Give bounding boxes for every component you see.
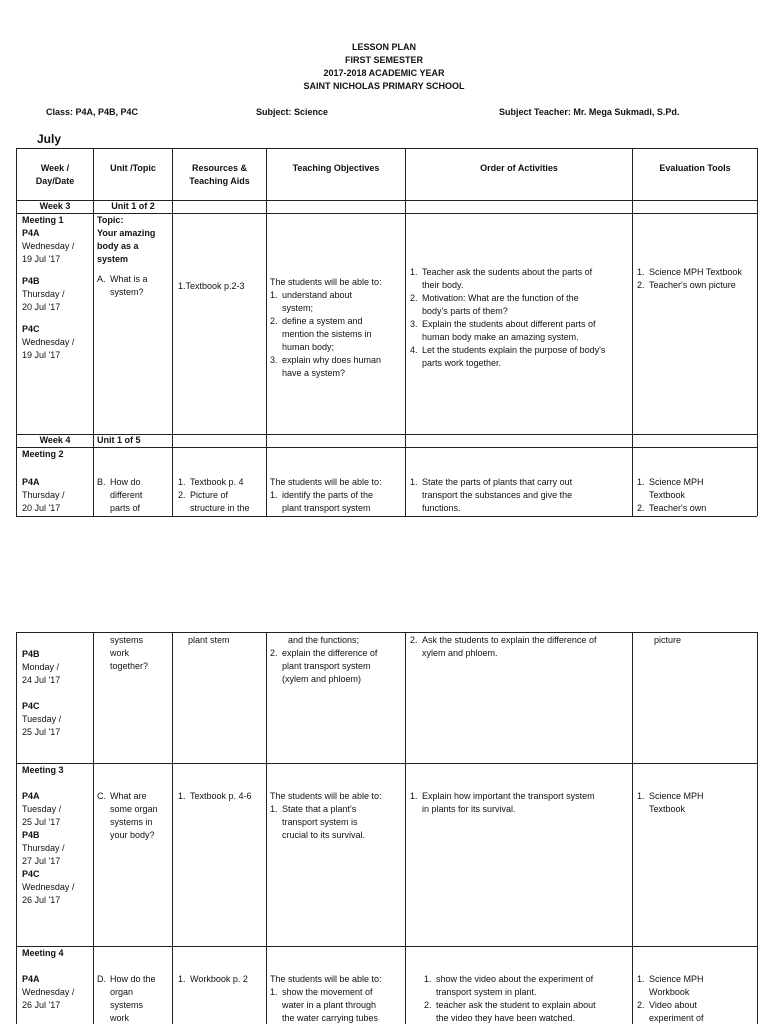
list-line: Motivation: What are the function of the <box>422 293 579 303</box>
list-line: Science MPH Textbook <box>649 267 742 277</box>
list-item <box>270 803 404 842</box>
resources-meeting2-part2: plant stem <box>188 635 230 645</box>
semester-line: FIRST SEMESTER <box>344 55 423 65</box>
list-line: Textbook p. 4 <box>190 477 244 487</box>
list-number: 2. <box>270 648 278 658</box>
list-number: 2. <box>270 316 278 326</box>
week-4-label: Week 4 <box>39 435 71 445</box>
list-line: the water carrying tubes <box>282 1013 379 1023</box>
meeting-4-label: Meeting 4 <box>22 948 64 958</box>
meeting-2-label: Meeting 2 <box>22 449 64 459</box>
col-header-resources: Resources & Teaching Aids <box>189 163 250 186</box>
list-line: Teacher ask the sudents about the parts of <box>422 267 593 277</box>
list-line: (xylem and phloem) <box>282 674 362 684</box>
list-line: Picture of <box>190 490 229 500</box>
page-gap <box>0 518 768 632</box>
list-line: Textbook <box>649 804 686 814</box>
meeting-3-label: Meeting 3 <box>22 765 64 775</box>
list-line: transport the substances and give the <box>422 490 573 500</box>
list-item <box>637 999 757 1025</box>
list-item <box>178 476 266 489</box>
list-item <box>637 476 757 502</box>
list-item <box>410 292 631 318</box>
list-item <box>270 289 404 315</box>
week-3-label: Week 3 <box>39 201 71 211</box>
list-number: 1. <box>424 974 432 984</box>
list-line: functions. <box>422 503 461 513</box>
list-item <box>410 476 631 515</box>
evaluation-list-week3 <box>637 266 757 292</box>
subject-label: Subject: Science <box>256 107 329 117</box>
list-line: explain why does human <box>282 355 382 365</box>
objectives-meeting2-part2: and the functions; 2. explain the difference of plant transport system (xylem and phloem) <box>270 634 404 686</box>
list-number: 1. <box>270 290 278 300</box>
evaluation-meeting4 <box>637 973 757 1025</box>
objectives-week3: The students will be able to: 1. understand about system; 2. define a system and mention the sistems in human body; 3. explain why does human have a system? <box>270 276 404 380</box>
meeting-3-schedule: Meeting 3 P4A Tuesday / 25 Jul '17 P4B Thursday / 27 Jul '17 P4C Wednesday / 26 Jul '17 <box>22 764 92 907</box>
activities-meeting2-part1 <box>410 476 631 515</box>
list-number: 1. <box>410 267 418 277</box>
list-line: structure in the <box>190 503 250 513</box>
resources-meeting2-part1 <box>178 476 266 515</box>
objectives-meeting3: The students will be able to: 1. State that a plant's transport system is crucial to its survival. <box>270 790 404 842</box>
list-number: 3. <box>410 319 418 329</box>
list-line: State that a plant's <box>282 804 357 814</box>
list-number: 1. <box>637 477 645 487</box>
list-item <box>270 986 404 1025</box>
topic-d: D. How do the organ systems work <box>97 974 156 1023</box>
resources-meeting3 <box>178 790 266 803</box>
academic-year-line: 2017-2018 ACADEMIC YEAR <box>323 68 445 78</box>
list-line: water in a plant through <box>282 1000 377 1010</box>
objectives-list-week3 <box>270 289 404 380</box>
list-number: 1. <box>178 791 186 801</box>
list-line: plant transport system <box>282 661 371 671</box>
list-number: 1. <box>270 804 278 814</box>
list-item <box>637 502 757 515</box>
list-line: Teacher's own <box>649 503 707 513</box>
list-line: Science MPH <box>649 791 704 801</box>
list-line: Let the students explain the purpose of body's <box>422 345 606 355</box>
list-item <box>270 315 404 354</box>
topic-b-part1: B. How do different parts of <box>97 477 143 513</box>
list-line: xylem and phloem. <box>422 648 498 658</box>
list-line: Video about <box>649 1000 697 1010</box>
teacher-label: Subject Teacher: Mr. Mega Sukmadi, S.Pd. <box>499 107 680 117</box>
list-line: experiment of <box>649 1013 704 1023</box>
unit-label-week4: Unit 1 of 5 <box>97 435 141 445</box>
list-number: 1. <box>410 477 418 487</box>
objectives-meeting4: The students will be able to: 1. show the movement of water in a plant through the water carrying tubes <box>270 973 404 1025</box>
list-number: 1. <box>637 791 645 801</box>
list-number: 2. <box>410 635 418 645</box>
list-number: 2. <box>637 503 645 513</box>
list-line: define a system and <box>282 316 363 326</box>
page-2 <box>0 632 768 1024</box>
list-number: 4. <box>410 345 418 355</box>
list-line: Explain the students about different parts of <box>422 319 596 329</box>
evaluation-meeting2-part1 <box>637 476 757 515</box>
list-item <box>410 634 631 660</box>
activities-list-week3 <box>410 266 631 370</box>
list-line: show the video about the experiment of <box>436 974 594 984</box>
col-header-week: Week / Day/Date <box>35 163 75 186</box>
list-number: 1. <box>270 490 278 500</box>
list-line: crucial to its survival. <box>282 830 366 840</box>
meeting-1-schedule: Meeting 1 P4A Wednesday / 19 Jul '17 P4B Thursday / 20 Jul '17 P4C Wednesday / 19 Jul '17 <box>22 214 92 362</box>
list-number: 2. <box>410 293 418 303</box>
list-item <box>270 354 404 380</box>
list-item <box>178 489 266 515</box>
list-line: understand about <box>282 290 353 300</box>
list-item <box>637 973 757 999</box>
list-number: 1. <box>637 267 645 277</box>
list-number: 2. <box>637 280 645 290</box>
meeting-2-schedule-part2: P4B Monday / 24 Jul '17 P4C Tuesday / 25 Jul '17 <box>22 649 62 737</box>
list-number: 1. <box>410 791 418 801</box>
resources-week3: 1.Textbook p.2-3 <box>178 281 245 291</box>
evaluation-meeting3 <box>637 790 757 816</box>
list-line: Textbook <box>649 490 686 500</box>
evaluation-meeting2-part2: picture <box>654 635 682 645</box>
list-number: 1. <box>178 477 186 487</box>
activities-meeting4 <box>424 973 631 1025</box>
list-line: Teacher's own picture <box>649 280 736 290</box>
list-line: Science MPH <box>649 477 704 487</box>
subtopic-a: A. What is a system? <box>97 274 148 297</box>
class-label: Class: P4A, P4B, P4C <box>46 107 139 117</box>
list-item <box>637 790 757 816</box>
col-header-activities: Order of Activities <box>480 163 558 173</box>
list-line: Science MPH <box>649 974 704 984</box>
list-line: plant transport system <box>282 503 371 513</box>
list-item <box>270 489 404 515</box>
list-item <box>178 973 266 986</box>
list-number: 2. <box>637 1000 645 1010</box>
objectives-meeting2-part1: The students will be able to: 1. identify the parts of the plant transport system <box>270 476 404 515</box>
activities-meeting2-part2 <box>410 634 631 660</box>
activities-week3 <box>410 266 631 370</box>
doc-title: LESSON PLAN <box>351 42 416 52</box>
list-item <box>270 647 404 686</box>
topic-b-part2: systems work together? <box>110 635 149 671</box>
list-number: 1. <box>270 987 278 997</box>
list-number: 2. <box>424 1000 432 1010</box>
activities-meeting3 <box>410 790 631 816</box>
list-line: Textbook p. 4-6 <box>190 791 252 801</box>
meeting-2-schedule-part1: Meeting 2 P4A Thursday / 20 Jul '17 <box>22 448 92 515</box>
topic-c: C. What are some organ systems in your body? <box>97 791 158 840</box>
list-line: in plants for its survival. <box>422 804 516 814</box>
list-line: mention the sistems in <box>282 329 372 339</box>
list-line: human body; <box>282 342 335 352</box>
col-header-objectives: Teaching Objectives <box>292 163 380 173</box>
list-line: their body. <box>422 280 464 290</box>
month-label: July <box>37 132 62 146</box>
list-line: identify the parts of the <box>282 490 374 500</box>
topic-cell-week3: Topic: Your amazing body as a system A. What is a system? <box>97 214 171 299</box>
list-item <box>637 266 757 279</box>
list-number: 1. <box>178 974 186 984</box>
list-line: show the movement of <box>282 987 373 997</box>
list-item <box>424 999 631 1025</box>
list-item <box>424 973 631 999</box>
list-item <box>637 279 757 292</box>
list-line: transport system in plant. <box>436 987 537 997</box>
list-item <box>410 266 631 292</box>
list-item <box>178 790 266 803</box>
list-line: have a system? <box>282 368 346 378</box>
list-line: system; <box>282 303 314 313</box>
meeting-4-schedule: Meeting 4 P4A Wednesday / 26 Jul '17 <box>22 947 92 1012</box>
col-header-evaluation: Evaluation Tools <box>659 163 731 173</box>
unit-label-week3: Unit 1 of 2 <box>111 201 155 211</box>
list-line: Ask the students to explain the difference of <box>422 635 597 645</box>
list-line: Workbook p. 2 <box>190 974 248 984</box>
list-line: human body make an amazing system. <box>422 332 579 342</box>
list-line: State the parts of plants that carry out <box>422 477 573 487</box>
list-number: 3. <box>270 355 278 365</box>
list-number: 1. <box>637 974 645 984</box>
list-line: the video they have been watched. <box>436 1013 576 1023</box>
list-line: teacher ask the student to explain about <box>436 1000 596 1010</box>
list-line: parts work together. <box>422 358 502 368</box>
list-line: body's parts of them? <box>422 306 508 316</box>
evaluation-week3 <box>637 266 757 292</box>
list-item <box>410 790 631 816</box>
school-name: SAINT NICHOLAS PRIMARY SCHOOL <box>303 81 465 91</box>
meeting-1-label: Meeting 1 <box>22 215 64 225</box>
list-item <box>410 344 631 370</box>
list-line: Explain how important the transport system <box>422 791 595 801</box>
col-header-unit: Unit /Topic <box>110 163 156 173</box>
resources-meeting4 <box>178 973 266 986</box>
list-item <box>410 318 631 344</box>
list-number: 2. <box>178 490 186 500</box>
list-line: transport system is <box>282 817 358 827</box>
list-line: explain the difference of <box>282 648 378 658</box>
list-line: Workbook <box>649 987 690 997</box>
